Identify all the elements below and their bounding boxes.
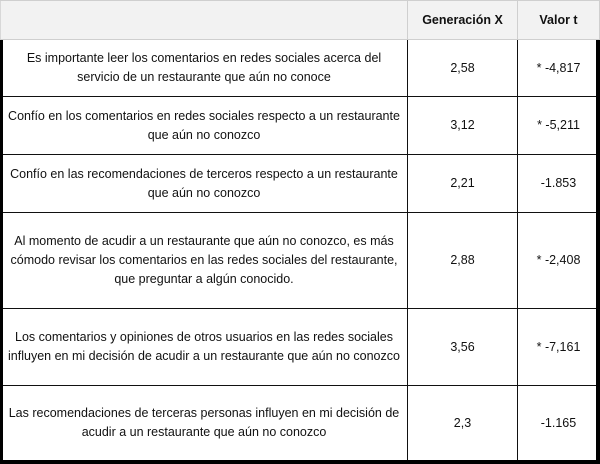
table-frame-left bbox=[0, 40, 3, 461]
gen-x-cell: 2,21 bbox=[408, 155, 518, 213]
header-statement bbox=[1, 1, 408, 40]
statement-cell: Confío en los comentarios en redes sociales respecto a un restaurante que aún no conozco bbox=[1, 97, 408, 155]
header-generacion-x: Generación X bbox=[408, 1, 518, 40]
gen-x-cell: 2,3 bbox=[408, 386, 518, 461]
gen-x-cell: 3,56 bbox=[408, 309, 518, 386]
header-valor-t: Valor t bbox=[518, 1, 600, 40]
valor-t-cell: * -4,817 bbox=[518, 40, 600, 97]
statement-cell: Las recomendaciones de terceras personas influyen en mi decisión de acudir a un restaurante que aún no conozco bbox=[1, 386, 408, 461]
statement-cell: Confío en las recomendaciones de terceros respecto a un restaurante que aún no conozco bbox=[1, 155, 408, 213]
valor-t-cell: -1.853 bbox=[518, 155, 600, 213]
statement-cell: Los comentarios y opiniones de otros usuarios en las redes sociales influyen en mi decisión de acudir a un restaurante que aún no conozco bbox=[1, 309, 408, 386]
gen-x-cell: 3,12 bbox=[408, 97, 518, 155]
table-row bbox=[1, 386, 600, 461]
valor-t-cell: -1.165 bbox=[518, 386, 600, 461]
gen-x-cell: 2,88 bbox=[408, 213, 518, 309]
table-frame-bottom bbox=[0, 460, 600, 464]
table-row bbox=[1, 97, 600, 155]
valor-t-cell: * -2,408 bbox=[518, 213, 600, 309]
table-row bbox=[1, 213, 600, 309]
table-frame-right bbox=[596, 40, 600, 461]
header-row bbox=[1, 1, 600, 40]
statement-cell: Es importante leer los comentarios en redes sociales acerca del servicio de un restaurante que aún no conoce bbox=[1, 40, 408, 97]
valor-t-cell: * -5,211 bbox=[518, 97, 600, 155]
table-row bbox=[1, 309, 600, 386]
valor-t-cell: * -7,161 bbox=[518, 309, 600, 386]
table-row bbox=[1, 40, 600, 97]
statement-cell: Al momento de acudir a un restaurante que aún no conozco, es más cómodo revisar los comentarios en las redes sociales del restaurante, que preguntar a algún conocido. bbox=[1, 213, 408, 309]
table-row bbox=[1, 155, 600, 213]
gen-x-cell: 2,58 bbox=[408, 40, 518, 97]
